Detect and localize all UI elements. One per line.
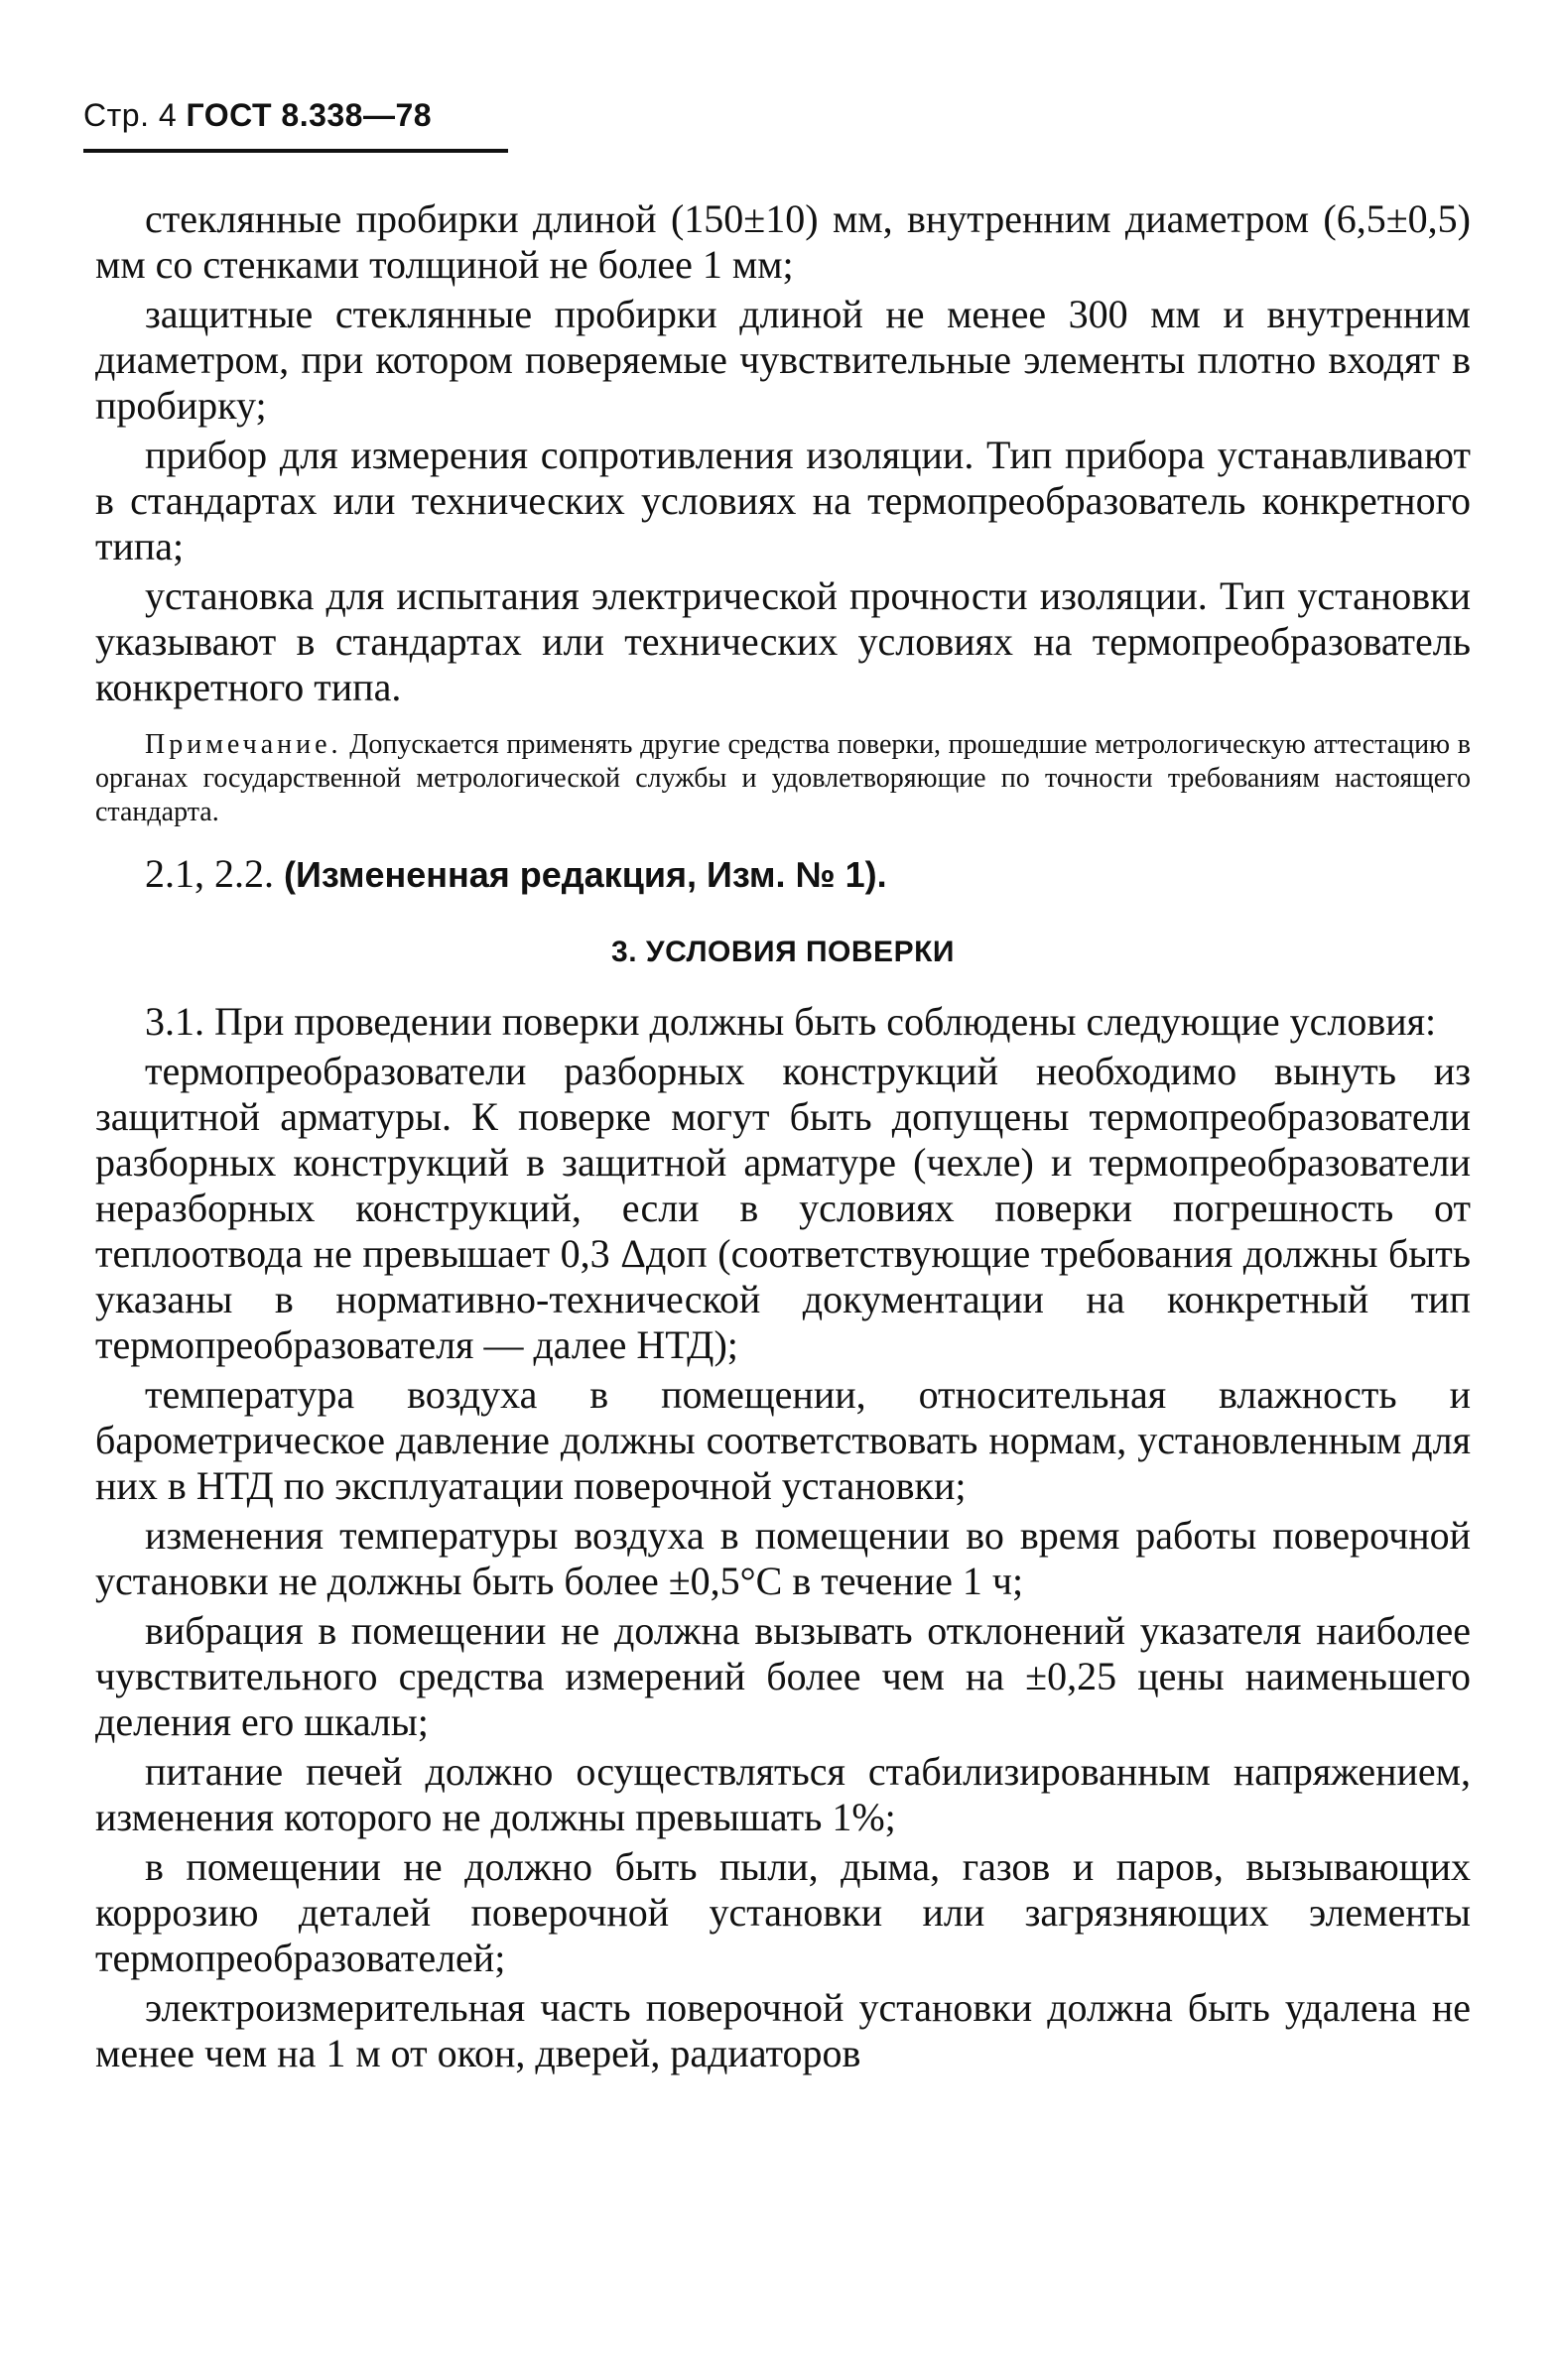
header-rule [83,149,508,153]
paragraph-insulation-meter: прибор для измерения сопротивления изоляции. Тип прибора устанавливают в стандартах или технических условиях на термопреобразователь конкретного типа; [95,433,1471,568]
paragraph-temp-variation: изменения температуры воздуха в помещении во время работы поверочной установки не должны быть более ±0,5°С в течение 1 ч; [95,1513,1471,1603]
paragraph-disassembly: термопреобразователи разборных конструкций необходимо вынуть из защитной арматуры. К поверке могут быть допущены термопреобразователи разборных конструкций в защитной арматуре (чехле) и термопреобразователи неразборных конструкций, если в условиях поверки погрешность от теплоотвода не превышает 0,3 Δдоп (соответствующие требования должны быть указаны в нормативно-технической документации на конкретный тип термопреобразователя — далее НТД); [95,1049,1471,1367]
note-block [95,728,1471,829]
paragraph-test-tubes: стеклянные пробирки длиной (150±10) мм, внутренним диаметром (6,5±0,5) мм со стенками толщиной не более 1 мм; [95,196,1471,287]
page-number: Стр. 4 [83,97,178,133]
paragraph-power: питание печей должно осуществляться стабилизированным напряжением, изменения которого не должны превышать 1%; [95,1749,1471,1839]
amendment-text: (Измененная редакция, Изм. № 1). [284,854,887,895]
paragraph-electrical-part: электроизмерительная часть поверочной установки должна быть удалена не менее чем на 1 м от окон, дверей, радиаторов [95,1985,1471,2075]
amendment-line [95,851,1471,898]
paragraph-dust: в помещении не должно быть пыли, дыма, газов и паров, вызывающих коррозию деталей поверочной установки или загрязняющих элементы термопреобразователей; [95,1844,1471,1980]
paragraph-ambient: температура воздуха в помещении, относительная влажность и барометрическое давление должны соответствовать нормам, установленным для них в НТД по эксплуатации поверочной установки; [95,1372,1471,1508]
paragraph-3-1: 3.1. При проведении поверки должны быть соблюдены следующие условия: [145,999,1437,1044]
section-title: 3. УСЛОВИЯ ПОВЕРКИ [611,936,955,968]
paragraph-strength-setup: установка для испытания электрической прочности изоляции. Тип установки указывают в стандартах или технических условиях на термопреобразователь конкретного типа. [95,573,1471,709]
note-text: Допускается применять другие средства поверки, прошедшие метрологическую аттестацию в органах государственной метрологической службы и удовлетворяющие по точности требованиям настоящего стандарта. [95,729,1471,827]
document-body [95,196,1471,2080]
amendment-refs: 2.1, 2.2. [145,851,274,896]
page-header [83,97,432,134]
paragraph-protective-tubes: защитные стеклянные пробирки длиной не менее 300 мм и внутренним диаметром, при котором поверяемые чувствительные элементы плотно входят в пробирку; [95,292,1471,428]
note-label: Примечание. [145,729,342,760]
standard-code: ГОСТ 8.338—78 [186,97,433,133]
paragraph-vibration: вибрация в помещении не должна вызывать отклонений указателя наиболее чувствительного средства измерений более чем на ±0,25 цены наименьшего деления его шкалы; [95,1608,1471,1744]
